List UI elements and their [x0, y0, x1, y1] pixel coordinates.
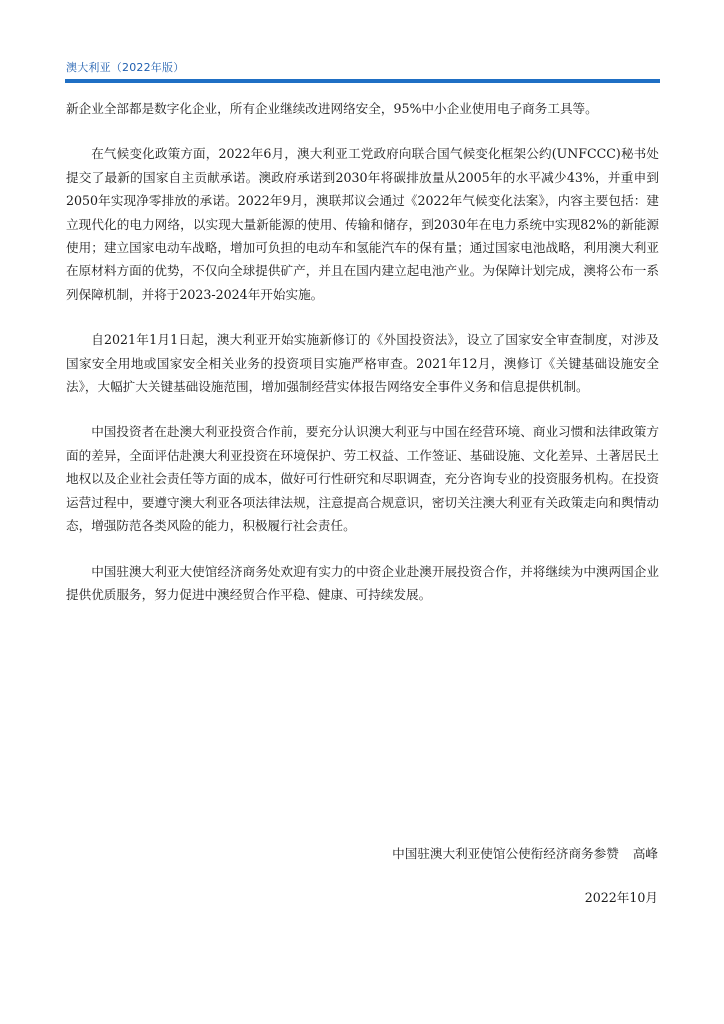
date-line: 2022年10月 — [584, 890, 658, 905]
body-text — [66, 97, 659, 606]
header-rule — [65, 79, 660, 83]
signature-title: 中国驻澳大利亚使馆公使衔经济商务参赞 — [392, 846, 619, 861]
paragraph-investor-advice: 中国投资者在赴澳大利亚投资合作前，要充分认识澳大利亚与中国在经营环境、商业习惯和法律政策方面的差异，全面评估赴澳大利亚投资在环境保护、劳工权益、工作签证、基础设施、文化差异、土著居民土地权以及企业社会责任等方面的成本，做好可行性研究和尽职调查，充分咨询专业的投资服务机构。在投资运营过程中，要遵守澳大利亚各项法律法规，注意提高合规意识，密切关注澳大利亚有关政策走向和舆情动态，增强防范各类风险的能力，积极履行社会责任。 — [66, 424, 659, 534]
running-header: 澳大利亚（2022年版） — [66, 61, 185, 74]
paragraph-foreign-investment-law: 自2021年1月1日起，澳大利亚开始实施新修订的《外国投资法》，设立了国家安全审查制度，对涉及国家安全用地或国家安全相关业务的投资项目实施严格审查。2021年12月，澳修订《关键基础设施安全法》，大幅扩大关键基础设施范围，增加强制经营实体报告网络安全事件义务和信息提供机制。 — [66, 332, 659, 395]
signature-line — [392, 844, 658, 864]
paragraph-continuation: 新企业全部都是数字化企业，所有企业继续改进网络安全，95%中小企业使用电子商务工具等。 — [66, 101, 598, 116]
signature-name: 高峰 — [632, 846, 658, 861]
paragraph-embassy-welcome: 中国驻澳大利亚大使馆经济商务处欢迎有实力的中资企业赴澳开展投资合作，并将继续为中澳两国企业提供优质服务，努力促进中澳经贸合作平稳、健康、可持续发展。 — [66, 563, 659, 602]
paragraph-climate-policy: 在气候变化政策方面，2022年6月，澳大利亚工党政府向联合国气候变化框架公约(UNFCCC)秘书处提交了最新的国家自主贡献承诺。澳政府承诺到2030年将碳排放量从2005年的水平减少43%，并重申到2050年实现净零排放的承诺。2022年9月，澳联邦议会通过《2022年气候变化法案》，内容主要包括：建立现代化的电力网络，以实现大量新能源的使用、传输和储存，到2030年在电力系统中实现82%的新能源使用；建立国家电动车战略，增加可负担的电动车和氢能汽车的保有量；通过国家电池战略，利用澳大利亚在原材料方面的优势，不仅向全球提供矿产，并且在国内建立起电池产业。为保障计划完成，澳将公布一系列保障机制，并将于2023-2024年开始实施。 — [66, 146, 659, 302]
